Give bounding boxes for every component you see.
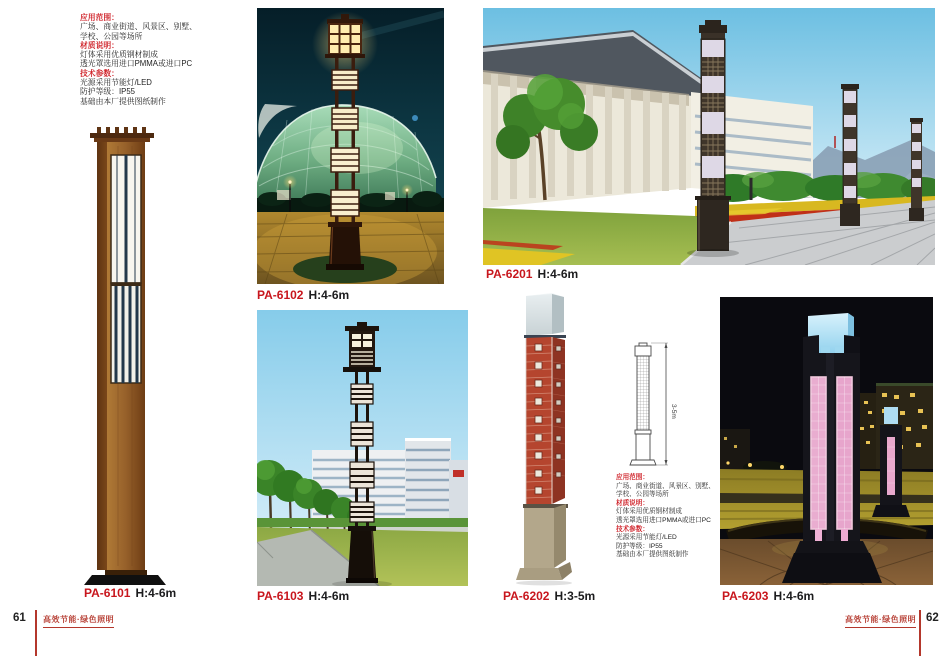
product-code: PA-6102 (257, 288, 304, 302)
louver-band (351, 384, 373, 404)
spec-line: 灯体采用优质钢材制成 (616, 508, 682, 516)
spec-line: 基础由本厂提供图纸制作 (616, 551, 689, 559)
product-label-pa6202 (503, 589, 595, 603)
spec-heading: 应用范围： (616, 474, 649, 481)
spec-line: 透光罩选用进口PMMA或进口PC (616, 516, 711, 524)
pa6201-lamp-mid (840, 84, 860, 226)
pa6201-photo (483, 8, 935, 265)
product-code: PA-6101 (84, 586, 131, 600)
pink-light-panel (811, 377, 826, 551)
product-height: H:4-6m (308, 589, 350, 603)
louver-band (351, 422, 373, 446)
spec-block-right (616, 474, 736, 560)
spec-line: 基础由本厂提供图纸制作 (80, 96, 166, 106)
footer-slogan-left: 高效节能·绿色照明 (43, 614, 114, 628)
spec-line: 学校、公园等场所 (80, 31, 143, 41)
product-code: PA-6202 (503, 589, 550, 603)
page-number-left: 61 (13, 612, 26, 624)
product-code: PA-6103 (257, 589, 304, 603)
spec-line: 广场、商业街道、风景区、别墅、 (80, 22, 197, 32)
product-height: H:3-5m (554, 589, 596, 603)
spec-heading: 材质说明： (616, 499, 649, 507)
spec-line: 光源采用节能灯/LED (80, 78, 152, 88)
spec-line: 透光罩选用进口PMMA或进口PC (80, 59, 193, 69)
spec-heading: 应用范围： (80, 13, 119, 22)
product-label-pa6203 (722, 589, 814, 603)
pa6103-photo (257, 310, 468, 586)
glow-band (332, 108, 358, 130)
product-height: H:4-6m (773, 589, 815, 603)
spec-line: 防护等级：IP55 (80, 87, 136, 97)
slatted-panel (111, 283, 141, 383)
spec-line: 光源采用节能灯/LED (616, 534, 677, 542)
pole-cap (90, 127, 154, 142)
product-height: H:4-6m (537, 267, 579, 281)
drawing-pole-outline (630, 343, 656, 465)
product-code: PA-6203 (722, 589, 769, 603)
product-label-pa6101 (84, 586, 176, 600)
footer-divider-right (919, 610, 921, 656)
pa6203-photo (720, 297, 933, 585)
brick-body (526, 337, 565, 506)
product-code: PA-6201 (486, 267, 533, 281)
pa6201-lamp-far (909, 118, 924, 221)
louver-band (350, 462, 374, 488)
pole-side-face (97, 142, 107, 570)
frosted-cap (526, 293, 564, 336)
footer-divider-left (35, 610, 37, 656)
spec-heading: 材质说明： (80, 40, 119, 50)
technical-drawing (616, 338, 688, 468)
louver-band (350, 502, 374, 522)
spec-line: 广场、商业街道、风景区、别墅、 (616, 482, 715, 490)
product-label-pa6103 (257, 589, 349, 603)
product-label-pa6102 (257, 288, 349, 302)
pink-light-panel (837, 377, 852, 551)
product-height: H:4-6m (135, 586, 177, 600)
product-height: H:4-6m (308, 288, 350, 302)
spec-line: 学校、公园等场所 (616, 491, 669, 499)
page-number-right: 62 (926, 612, 939, 624)
dimension-line (651, 343, 677, 465)
product-label-pa6201 (486, 267, 578, 281)
pa6202-product-render (514, 290, 578, 586)
spec-line: 灯体采用优质钢材制成 (80, 50, 158, 60)
dimension-label: 3-5m (670, 404, 677, 419)
pole-pedestal (105, 570, 147, 575)
spec-block-left (80, 13, 265, 106)
spec-line: 防护等级：IP55 (616, 542, 663, 550)
glow-band (332, 70, 358, 90)
glow-band (331, 190, 359, 216)
glow-band (331, 148, 359, 172)
pa6101-product-render (70, 126, 190, 588)
footer-slogan-right: 高效节能·绿色照明 (845, 614, 916, 628)
pa6102-photo (257, 8, 444, 284)
upper-light-panel (111, 155, 141, 283)
spec-heading: 技术参数： (616, 525, 649, 533)
spec-heading: 技术参数： (80, 68, 119, 78)
stone-base (516, 504, 572, 586)
base-plate (84, 575, 166, 585)
